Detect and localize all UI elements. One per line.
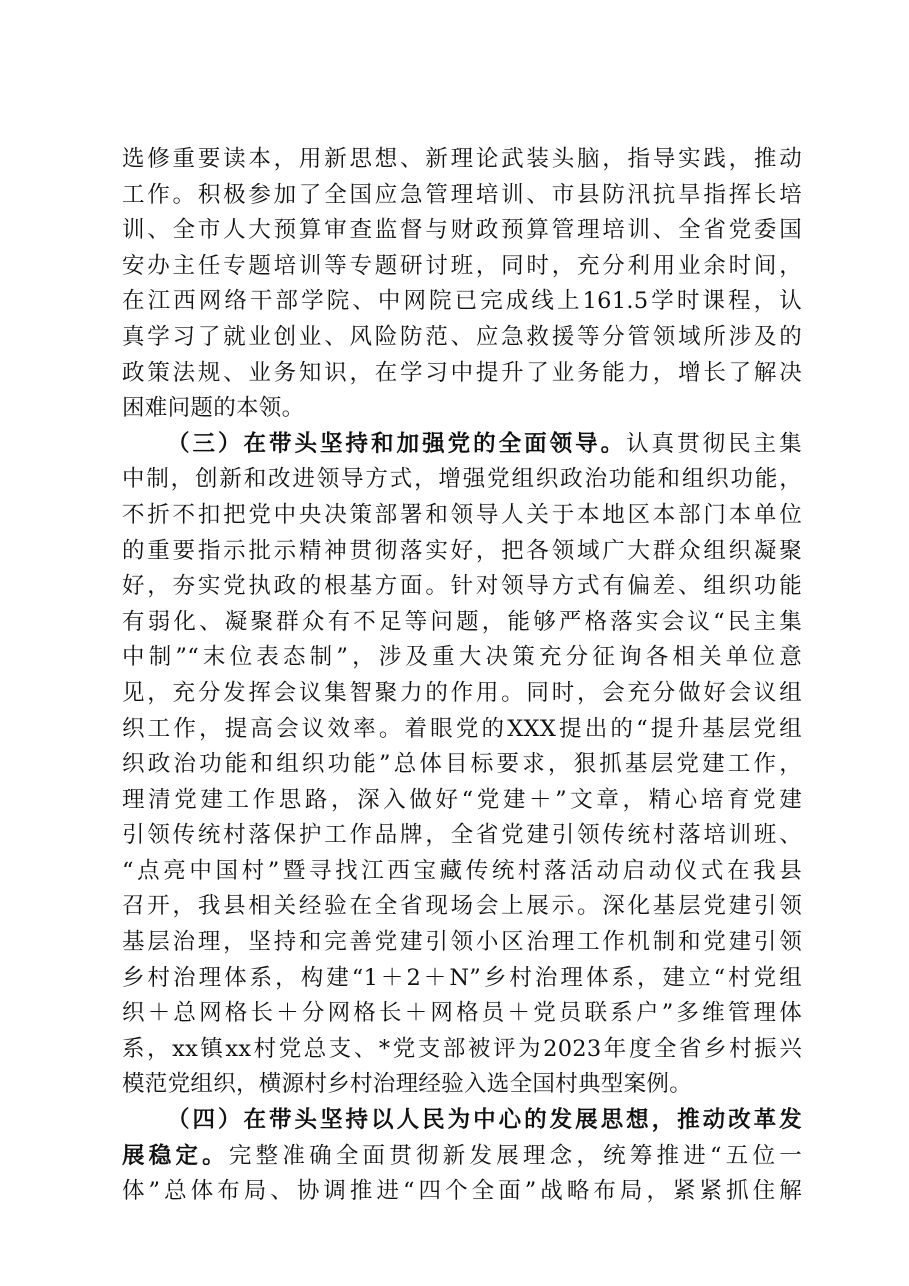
- paragraph-line: 在江西网络干部学院、中网院已完成线上161.5学时课程，认: [122, 288, 802, 315]
- paragraph-line: 召开，我县相关经验在全省现场会上展示。深化基层党建引领: [122, 893, 802, 920]
- paragraph-line: 安办主任专题培训等专题研讨班，同时，充分利用业余时间，: [122, 252, 802, 279]
- paragraph-line: 不折不扣把党中央决策部署和领导人关于本地区本部门本单位: [122, 501, 802, 528]
- paragraph-line: 中制，创新和改进领导方式，增强党组织政治功能和组织功能，: [122, 466, 802, 493]
- section-heading-4: （四）在带头坚持以人民为中心的发展思想，推动改革发: [167, 1107, 802, 1134]
- document-body: [122, 142, 802, 1210]
- paragraph-line: 选修重要读本，用新思想、新理论武装头脑，指导实践，推动: [122, 146, 802, 172]
- section-heading-3: （三）在带头坚持和加强党的全面领导。: [167, 430, 627, 457]
- paragraph-line: [122, 1139, 802, 1175]
- paragraph-line: 训、全市人大预算审查监督与财政预算管理培训、全省党委国: [122, 217, 802, 244]
- paragraph-first-line: [122, 427, 802, 463]
- paragraph-line: 织政治功能和组织功能”总体目标要求，狠抓基层党建工作，: [122, 751, 802, 778]
- paragraph-line: 乡村治理体系，构建“1＋2＋N”乡村治理体系，建立“村党组: [122, 964, 802, 991]
- paragraph-line: 真学习了就业创业、风险防范、应急救援等分管领域所涉及的: [122, 323, 802, 350]
- paragraph-line: 困难问题的本领。: [122, 395, 305, 422]
- paragraph-line: 中制”“末位表态制”，涉及重大决策充分征询各相关单位意: [122, 644, 802, 671]
- paragraph-line-tail: 认真贯彻民主集: [626, 430, 802, 457]
- paragraph-line: 工作。积极参加了全国应急管理培训、市县防汛抗旱指挥长培: [122, 181, 802, 208]
- paragraph-line: 基层治理，坚持和完善党建引领小区治理工作机制和党建引领: [122, 929, 802, 956]
- paragraph-line: 织＋总网格长＋分网格长＋网格员＋党员联系户”多维管理体: [122, 1000, 802, 1027]
- paragraph-line: 织工作，提高会议效率。着眼党的XXX提出的“提升基层党组: [122, 715, 802, 742]
- paragraph-line-tail: 完整准确全面贯彻新发展理念，统筹推进“五位一: [228, 1142, 803, 1169]
- paragraph-line: 好，夯实党执政的根基方面。针对领导方式有偏差、组织功能: [122, 573, 802, 600]
- paragraph-line: “点亮中国村”暨寻找江西宝藏传统村落活动启动仪式在我县: [122, 857, 802, 884]
- paragraph-line: 政策法规、业务知识，在学习中提升了业务能力，增长了解决: [122, 359, 802, 386]
- paragraph-line: 引领传统村落保护工作品牌，全省党建引领传统村落培训班、: [122, 822, 802, 849]
- paragraph-line: 的重要指示批示精神贯彻落实好，把各领域广大群众组织凝聚: [122, 537, 802, 564]
- paragraph-line: 有弱化、凝聚群众有不足等问题，能够严格落实会议“民主集: [122, 608, 802, 635]
- paragraph-line: 体”总体布局、协调推进“四个全面”战略布局，紧紧抓住解: [122, 1178, 802, 1205]
- paragraph-line: 理清党建工作思路，深入做好“党建＋”文章，精心培育党建: [122, 786, 802, 813]
- paragraph-line: 模范党组织，横源村乡村治理经验入选全国村典型案例。: [122, 1071, 693, 1098]
- section-heading-4-tail: 展稳定。: [122, 1142, 229, 1169]
- paragraph-line: 系，xx镇xx村党总支、*党支部被评为2023年度全省乡村振兴: [122, 1035, 802, 1062]
- paragraph-line: 见，充分发挥会议集智聚力的作用。同时，会充分做好会议组: [122, 679, 802, 706]
